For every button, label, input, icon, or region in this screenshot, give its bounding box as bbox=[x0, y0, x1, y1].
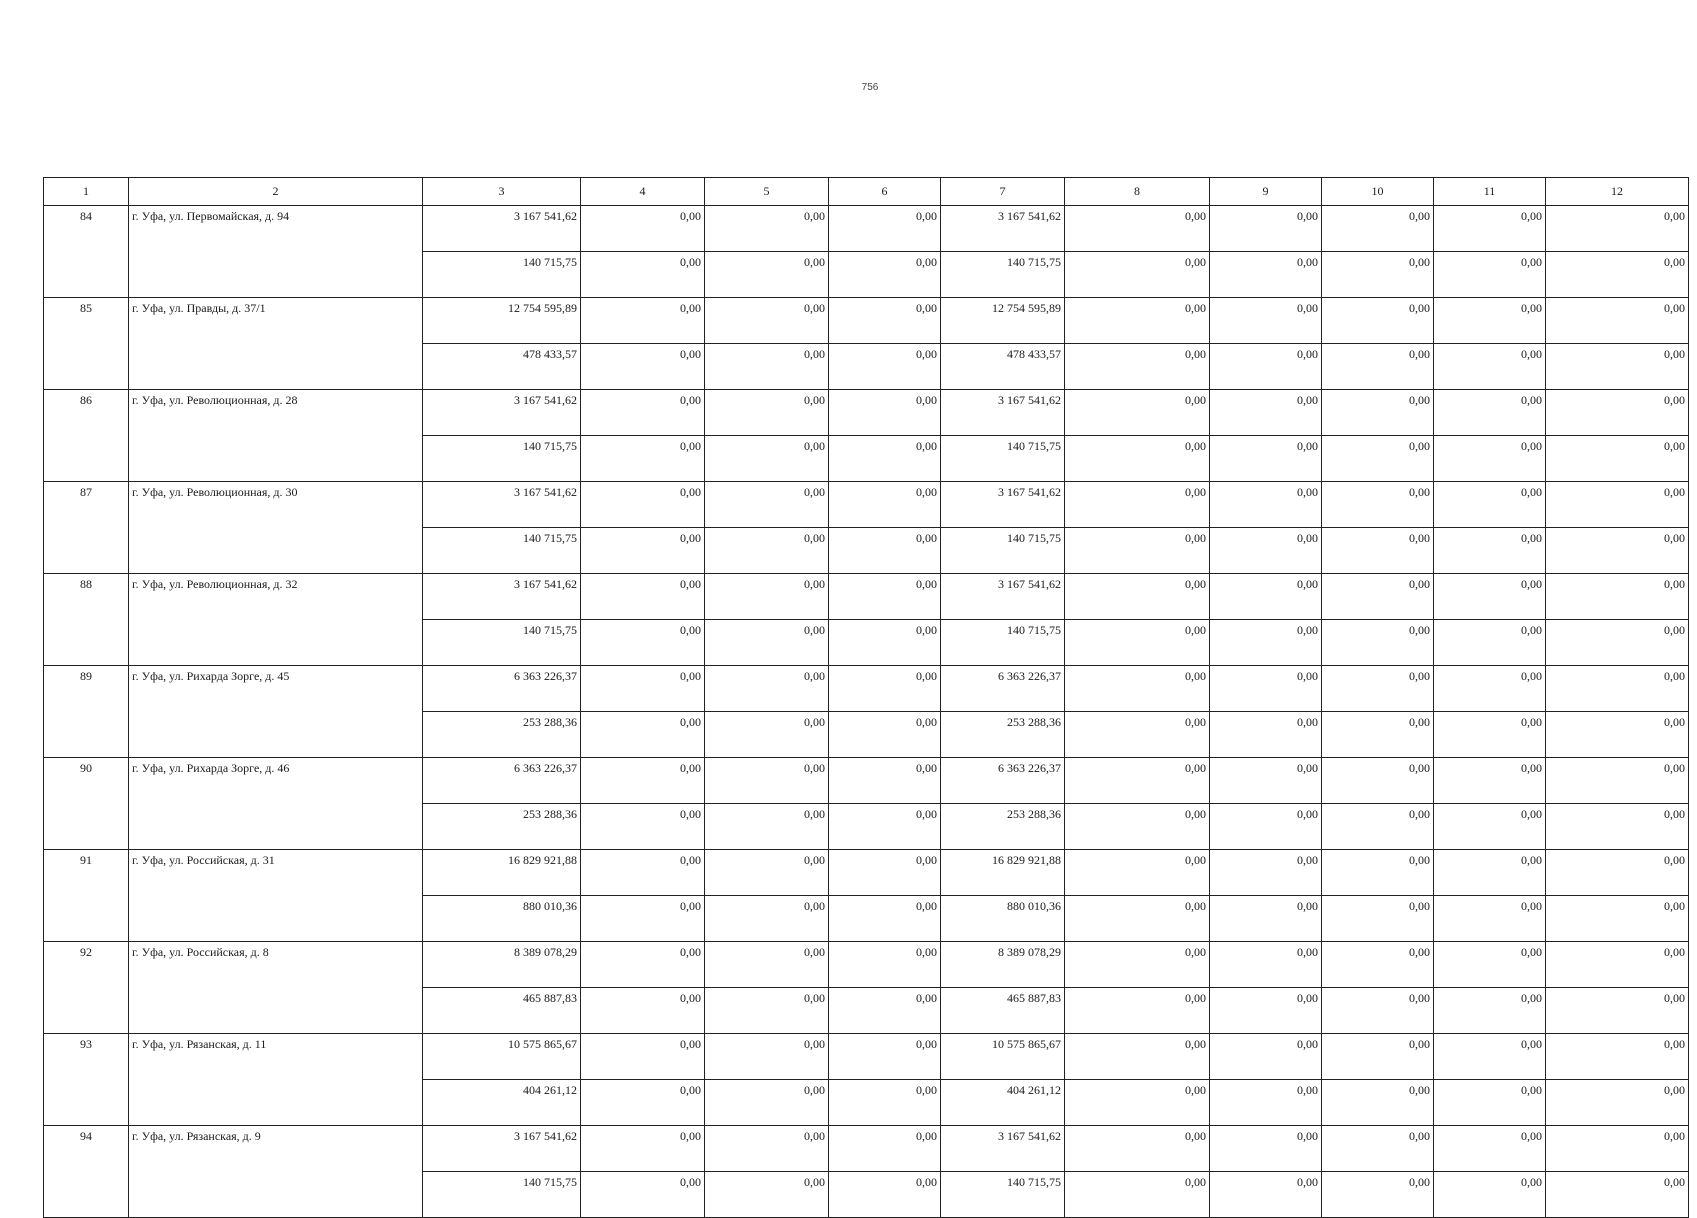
value-cell: 0,00 bbox=[1065, 252, 1210, 298]
value-cell: 3 167 541,62 bbox=[423, 574, 581, 620]
value-cell: 0,00 bbox=[1065, 574, 1210, 620]
value-cell: 253 288,36 bbox=[423, 804, 581, 850]
value-cell: 0,00 bbox=[1322, 1172, 1434, 1218]
address-cell: г. Уфа, ул. Рихарда Зорге, д. 45 bbox=[129, 666, 423, 758]
table-row bbox=[44, 666, 1689, 712]
value-cell: 0,00 bbox=[1210, 988, 1322, 1034]
value-cell: 0,00 bbox=[829, 1126, 941, 1172]
value-cell: 16 829 921,88 bbox=[423, 850, 581, 896]
value-cell: 880 010,36 bbox=[423, 896, 581, 942]
value-cell: 0,00 bbox=[705, 252, 829, 298]
table-row bbox=[44, 942, 1689, 988]
address-cell: г. Уфа, ул. Революционная, д. 32 bbox=[129, 574, 423, 666]
column-header: 4 bbox=[581, 178, 705, 206]
value-cell: 0,00 bbox=[581, 850, 705, 896]
value-cell: 253 288,36 bbox=[941, 712, 1065, 758]
value-cell: 3 167 541,62 bbox=[941, 390, 1065, 436]
value-cell: 0,00 bbox=[1546, 712, 1689, 758]
value-cell: 0,00 bbox=[1065, 804, 1210, 850]
value-cell: 0,00 bbox=[1322, 390, 1434, 436]
column-header: 6 bbox=[829, 178, 941, 206]
value-cell: 8 389 078,29 bbox=[941, 942, 1065, 988]
value-cell: 0,00 bbox=[1065, 206, 1210, 252]
value-cell: 0,00 bbox=[1210, 298, 1322, 344]
value-cell: 465 887,83 bbox=[941, 988, 1065, 1034]
value-cell: 880 010,36 bbox=[941, 896, 1065, 942]
value-cell: 140 715,75 bbox=[423, 436, 581, 482]
value-cell: 0,00 bbox=[1065, 1126, 1210, 1172]
value-cell: 0,00 bbox=[1546, 850, 1689, 896]
address-cell: г. Уфа, ул. Рязанская, д. 9 bbox=[129, 1126, 423, 1218]
value-cell: 0,00 bbox=[829, 344, 941, 390]
value-cell: 0,00 bbox=[1434, 712, 1546, 758]
value-cell: 0,00 bbox=[705, 1034, 829, 1080]
value-cell: 0,00 bbox=[1322, 206, 1434, 252]
column-header: 5 bbox=[705, 178, 829, 206]
value-cell: 0,00 bbox=[829, 758, 941, 804]
address-cell: г. Уфа, ул. Рязанская, д. 11 bbox=[129, 1034, 423, 1126]
value-cell: 0,00 bbox=[705, 574, 829, 620]
address-cell: г. Уфа, ул. Российская, д. 31 bbox=[129, 850, 423, 942]
row-number: 86 bbox=[44, 390, 129, 482]
value-cell: 0,00 bbox=[581, 758, 705, 804]
value-cell: 0,00 bbox=[1434, 436, 1546, 482]
value-cell: 0,00 bbox=[1434, 620, 1546, 666]
row-number: 94 bbox=[44, 1126, 129, 1218]
value-cell: 0,00 bbox=[1322, 804, 1434, 850]
value-cell: 0,00 bbox=[1546, 1126, 1689, 1172]
table-body bbox=[44, 206, 1689, 1218]
value-cell: 404 261,12 bbox=[423, 1080, 581, 1126]
value-cell: 0,00 bbox=[1322, 758, 1434, 804]
value-cell: 0,00 bbox=[829, 1034, 941, 1080]
value-cell: 0,00 bbox=[1434, 666, 1546, 712]
value-cell: 0,00 bbox=[1546, 896, 1689, 942]
value-cell: 0,00 bbox=[705, 206, 829, 252]
value-cell: 0,00 bbox=[705, 436, 829, 482]
value-cell: 0,00 bbox=[581, 252, 705, 298]
value-cell: 0,00 bbox=[1546, 252, 1689, 298]
value-cell: 3 167 541,62 bbox=[423, 390, 581, 436]
value-cell: 140 715,75 bbox=[941, 252, 1065, 298]
value-cell: 0,00 bbox=[1434, 206, 1546, 252]
address-cell: г. Уфа, ул. Российская, д. 8 bbox=[129, 942, 423, 1034]
value-cell: 0,00 bbox=[829, 206, 941, 252]
table-row bbox=[44, 206, 1689, 252]
value-cell: 0,00 bbox=[581, 574, 705, 620]
value-cell: 0,00 bbox=[1210, 712, 1322, 758]
value-cell: 0,00 bbox=[1210, 620, 1322, 666]
value-cell: 0,00 bbox=[1546, 988, 1689, 1034]
value-cell: 0,00 bbox=[829, 252, 941, 298]
value-cell: 0,00 bbox=[1322, 252, 1434, 298]
value-cell: 0,00 bbox=[705, 528, 829, 574]
value-cell: 0,00 bbox=[1210, 942, 1322, 988]
value-cell: 3 167 541,62 bbox=[423, 1126, 581, 1172]
value-cell: 253 288,36 bbox=[423, 712, 581, 758]
value-cell: 0,00 bbox=[705, 1080, 829, 1126]
row-number: 88 bbox=[44, 574, 129, 666]
value-cell: 0,00 bbox=[1210, 666, 1322, 712]
value-cell: 0,00 bbox=[1210, 528, 1322, 574]
value-cell: 0,00 bbox=[705, 896, 829, 942]
column-header: 11 bbox=[1434, 178, 1546, 206]
value-cell: 478 433,57 bbox=[423, 344, 581, 390]
value-cell: 0,00 bbox=[705, 1126, 829, 1172]
value-cell: 0,00 bbox=[1434, 482, 1546, 528]
value-cell: 0,00 bbox=[705, 712, 829, 758]
value-cell: 0,00 bbox=[1210, 252, 1322, 298]
value-cell: 0,00 bbox=[1210, 206, 1322, 252]
value-cell: 0,00 bbox=[705, 988, 829, 1034]
value-cell: 0,00 bbox=[581, 988, 705, 1034]
value-cell: 0,00 bbox=[1210, 1034, 1322, 1080]
value-cell: 0,00 bbox=[829, 436, 941, 482]
value-cell: 0,00 bbox=[1322, 574, 1434, 620]
value-cell: 0,00 bbox=[581, 482, 705, 528]
value-cell: 6 363 226,37 bbox=[941, 758, 1065, 804]
value-cell: 0,00 bbox=[1546, 206, 1689, 252]
value-cell: 3 167 541,62 bbox=[423, 482, 581, 528]
value-cell: 404 261,12 bbox=[941, 1080, 1065, 1126]
value-cell: 0,00 bbox=[581, 1034, 705, 1080]
value-cell: 0,00 bbox=[581, 666, 705, 712]
value-cell: 0,00 bbox=[829, 574, 941, 620]
value-cell: 0,00 bbox=[1210, 436, 1322, 482]
table-row bbox=[44, 390, 1689, 436]
value-cell: 0,00 bbox=[1546, 758, 1689, 804]
value-cell: 140 715,75 bbox=[423, 528, 581, 574]
address-cell: г. Уфа, ул. Революционная, д. 30 bbox=[129, 482, 423, 574]
value-cell: 0,00 bbox=[1434, 988, 1546, 1034]
value-cell: 0,00 bbox=[1434, 252, 1546, 298]
value-cell: 0,00 bbox=[1065, 1034, 1210, 1080]
value-cell: 16 829 921,88 bbox=[941, 850, 1065, 896]
value-cell: 0,00 bbox=[705, 758, 829, 804]
value-cell: 478 433,57 bbox=[941, 344, 1065, 390]
value-cell: 140 715,75 bbox=[941, 436, 1065, 482]
column-header: 2 bbox=[129, 178, 423, 206]
value-cell: 0,00 bbox=[1546, 1080, 1689, 1126]
table-row bbox=[44, 1126, 1689, 1172]
value-cell: 0,00 bbox=[829, 1080, 941, 1126]
value-cell: 3 167 541,62 bbox=[423, 206, 581, 252]
value-cell: 0,00 bbox=[1210, 482, 1322, 528]
value-cell: 0,00 bbox=[1210, 850, 1322, 896]
value-cell: 0,00 bbox=[705, 482, 829, 528]
row-number: 87 bbox=[44, 482, 129, 574]
value-cell: 0,00 bbox=[1434, 574, 1546, 620]
value-cell: 0,00 bbox=[829, 896, 941, 942]
column-header: 8 bbox=[1065, 178, 1210, 206]
value-cell: 12 754 595,89 bbox=[423, 298, 581, 344]
value-cell: 0,00 bbox=[581, 712, 705, 758]
value-cell: 0,00 bbox=[1546, 482, 1689, 528]
value-cell: 0,00 bbox=[1210, 344, 1322, 390]
value-cell: 0,00 bbox=[1434, 1034, 1546, 1080]
table-row bbox=[44, 298, 1689, 344]
value-cell: 0,00 bbox=[829, 942, 941, 988]
value-cell: 140 715,75 bbox=[423, 620, 581, 666]
value-cell: 0,00 bbox=[1322, 942, 1434, 988]
value-cell: 0,00 bbox=[705, 298, 829, 344]
column-header: 1 bbox=[44, 178, 129, 206]
value-cell: 0,00 bbox=[829, 850, 941, 896]
value-cell: 0,00 bbox=[1322, 482, 1434, 528]
header-row bbox=[44, 178, 1689, 206]
value-cell: 0,00 bbox=[1322, 436, 1434, 482]
value-cell: 0,00 bbox=[581, 436, 705, 482]
value-cell: 140 715,75 bbox=[941, 528, 1065, 574]
table-row bbox=[44, 482, 1689, 528]
value-cell: 0,00 bbox=[705, 850, 829, 896]
value-cell: 0,00 bbox=[581, 1126, 705, 1172]
row-number: 92 bbox=[44, 942, 129, 1034]
value-cell: 0,00 bbox=[1210, 896, 1322, 942]
value-cell: 0,00 bbox=[1065, 988, 1210, 1034]
value-cell: 253 288,36 bbox=[941, 804, 1065, 850]
value-cell: 465 887,83 bbox=[423, 988, 581, 1034]
row-number: 90 bbox=[44, 758, 129, 850]
table-row bbox=[44, 574, 1689, 620]
value-cell: 0,00 bbox=[1434, 850, 1546, 896]
table-row bbox=[44, 850, 1689, 896]
value-cell: 0,00 bbox=[1065, 1172, 1210, 1218]
value-cell: 0,00 bbox=[829, 482, 941, 528]
value-cell: 0,00 bbox=[1065, 436, 1210, 482]
value-cell: 0,00 bbox=[705, 1172, 829, 1218]
value-cell: 0,00 bbox=[1065, 1080, 1210, 1126]
value-cell: 0,00 bbox=[1546, 298, 1689, 344]
value-cell: 0,00 bbox=[1065, 942, 1210, 988]
value-cell: 0,00 bbox=[1065, 390, 1210, 436]
value-cell: 0,00 bbox=[1322, 298, 1434, 344]
value-cell: 0,00 bbox=[1065, 666, 1210, 712]
value-cell: 0,00 bbox=[705, 666, 829, 712]
value-cell: 0,00 bbox=[705, 344, 829, 390]
row-number: 84 bbox=[44, 206, 129, 298]
value-cell: 0,00 bbox=[1546, 1172, 1689, 1218]
value-cell: 0,00 bbox=[1546, 528, 1689, 574]
value-cell: 0,00 bbox=[1065, 712, 1210, 758]
value-cell: 0,00 bbox=[1210, 1172, 1322, 1218]
value-cell: 0,00 bbox=[1434, 390, 1546, 436]
value-cell: 0,00 bbox=[1322, 896, 1434, 942]
value-cell: 140 715,75 bbox=[941, 1172, 1065, 1218]
value-cell: 0,00 bbox=[829, 298, 941, 344]
column-header: 10 bbox=[1322, 178, 1434, 206]
value-cell: 0,00 bbox=[581, 528, 705, 574]
value-cell: 0,00 bbox=[1546, 344, 1689, 390]
value-cell: 3 167 541,62 bbox=[941, 206, 1065, 252]
value-cell: 0,00 bbox=[581, 1172, 705, 1218]
value-cell: 0,00 bbox=[1322, 528, 1434, 574]
value-cell: 140 715,75 bbox=[423, 1172, 581, 1218]
value-cell: 140 715,75 bbox=[423, 252, 581, 298]
value-cell: 0,00 bbox=[1322, 666, 1434, 712]
value-cell: 0,00 bbox=[829, 1172, 941, 1218]
value-cell: 0,00 bbox=[1434, 344, 1546, 390]
address-cell: г. Уфа, ул. Рихарда Зорге, д. 46 bbox=[129, 758, 423, 850]
column-header: 3 bbox=[423, 178, 581, 206]
value-cell: 0,00 bbox=[829, 390, 941, 436]
value-cell: 0,00 bbox=[1546, 1034, 1689, 1080]
value-cell: 0,00 bbox=[581, 390, 705, 436]
value-cell: 0,00 bbox=[1322, 988, 1434, 1034]
value-cell: 0,00 bbox=[581, 298, 705, 344]
value-cell: 0,00 bbox=[1065, 896, 1210, 942]
value-cell: 0,00 bbox=[1322, 1034, 1434, 1080]
value-cell: 0,00 bbox=[705, 390, 829, 436]
value-cell: 0,00 bbox=[1322, 1126, 1434, 1172]
value-cell: 0,00 bbox=[1210, 1080, 1322, 1126]
value-cell: 0,00 bbox=[581, 1080, 705, 1126]
value-cell: 0,00 bbox=[1434, 1080, 1546, 1126]
value-cell: 0,00 bbox=[581, 804, 705, 850]
value-cell: 6 363 226,37 bbox=[423, 758, 581, 804]
address-cell: г. Уфа, ул. Первомайская, д. 94 bbox=[129, 206, 423, 298]
value-cell: 0,00 bbox=[1322, 620, 1434, 666]
value-cell: 0,00 bbox=[1065, 344, 1210, 390]
value-cell: 0,00 bbox=[1434, 758, 1546, 804]
value-cell: 0,00 bbox=[581, 206, 705, 252]
value-cell: 8 389 078,29 bbox=[423, 942, 581, 988]
data-table bbox=[43, 177, 1689, 1218]
value-cell: 0,00 bbox=[581, 344, 705, 390]
value-cell: 0,00 bbox=[829, 620, 941, 666]
value-cell: 0,00 bbox=[1546, 574, 1689, 620]
value-cell: 0,00 bbox=[1065, 850, 1210, 896]
value-cell: 140 715,75 bbox=[941, 620, 1065, 666]
value-cell: 0,00 bbox=[705, 942, 829, 988]
value-cell: 0,00 bbox=[1210, 574, 1322, 620]
row-number: 91 bbox=[44, 850, 129, 942]
value-cell: 3 167 541,62 bbox=[941, 482, 1065, 528]
value-cell: 0,00 bbox=[1065, 620, 1210, 666]
value-cell: 0,00 bbox=[1434, 1172, 1546, 1218]
value-cell: 0,00 bbox=[1434, 298, 1546, 344]
value-cell: 0,00 bbox=[829, 528, 941, 574]
table-row bbox=[44, 1034, 1689, 1080]
value-cell: 0,00 bbox=[1210, 1126, 1322, 1172]
value-cell: 0,00 bbox=[1546, 942, 1689, 988]
address-cell: г. Уфа, ул. Правды, д. 37/1 bbox=[129, 298, 423, 390]
value-cell: 0,00 bbox=[1065, 298, 1210, 344]
value-cell: 0,00 bbox=[581, 896, 705, 942]
value-cell: 0,00 bbox=[1065, 758, 1210, 804]
value-cell: 0,00 bbox=[581, 620, 705, 666]
column-header: 12 bbox=[1546, 178, 1689, 206]
column-header: 7 bbox=[941, 178, 1065, 206]
column-header: 9 bbox=[1210, 178, 1322, 206]
value-cell: 0,00 bbox=[1546, 666, 1689, 712]
page-number: 756 bbox=[861, 82, 879, 93]
value-cell: 0,00 bbox=[1065, 482, 1210, 528]
value-cell: 0,00 bbox=[829, 666, 941, 712]
value-cell: 0,00 bbox=[829, 712, 941, 758]
value-cell: 0,00 bbox=[1434, 942, 1546, 988]
row-number: 85 bbox=[44, 298, 129, 390]
value-cell: 0,00 bbox=[1322, 712, 1434, 758]
value-cell: 6 363 226,37 bbox=[423, 666, 581, 712]
value-cell: 12 754 595,89 bbox=[941, 298, 1065, 344]
value-cell: 10 575 865,67 bbox=[941, 1034, 1065, 1080]
value-cell: 0,00 bbox=[1434, 1126, 1546, 1172]
value-cell: 0,00 bbox=[1322, 344, 1434, 390]
value-cell: 0,00 bbox=[829, 988, 941, 1034]
value-cell: 0,00 bbox=[1546, 620, 1689, 666]
row-number: 89 bbox=[44, 666, 129, 758]
value-cell: 0,00 bbox=[581, 942, 705, 988]
value-cell: 0,00 bbox=[1434, 528, 1546, 574]
value-cell: 0,00 bbox=[1322, 850, 1434, 896]
row-number: 93 bbox=[44, 1034, 129, 1126]
value-cell: 3 167 541,62 bbox=[941, 1126, 1065, 1172]
value-cell: 0,00 bbox=[1434, 804, 1546, 850]
value-cell: 0,00 bbox=[1322, 1080, 1434, 1126]
value-cell: 0,00 bbox=[1546, 804, 1689, 850]
value-cell: 0,00 bbox=[1546, 390, 1689, 436]
value-cell: 0,00 bbox=[1210, 804, 1322, 850]
value-cell: 0,00 bbox=[1065, 528, 1210, 574]
value-cell: 3 167 541,62 bbox=[941, 574, 1065, 620]
value-cell: 0,00 bbox=[1210, 390, 1322, 436]
value-cell: 6 363 226,37 bbox=[941, 666, 1065, 712]
value-cell: 0,00 bbox=[705, 620, 829, 666]
value-cell: 10 575 865,67 bbox=[423, 1034, 581, 1080]
table-row bbox=[44, 758, 1689, 804]
value-cell: 0,00 bbox=[705, 804, 829, 850]
value-cell: 0,00 bbox=[829, 804, 941, 850]
value-cell: 0,00 bbox=[1546, 436, 1689, 482]
address-cell: г. Уфа, ул. Революционная, д. 28 bbox=[129, 390, 423, 482]
value-cell: 0,00 bbox=[1210, 758, 1322, 804]
value-cell: 0,00 bbox=[1434, 896, 1546, 942]
